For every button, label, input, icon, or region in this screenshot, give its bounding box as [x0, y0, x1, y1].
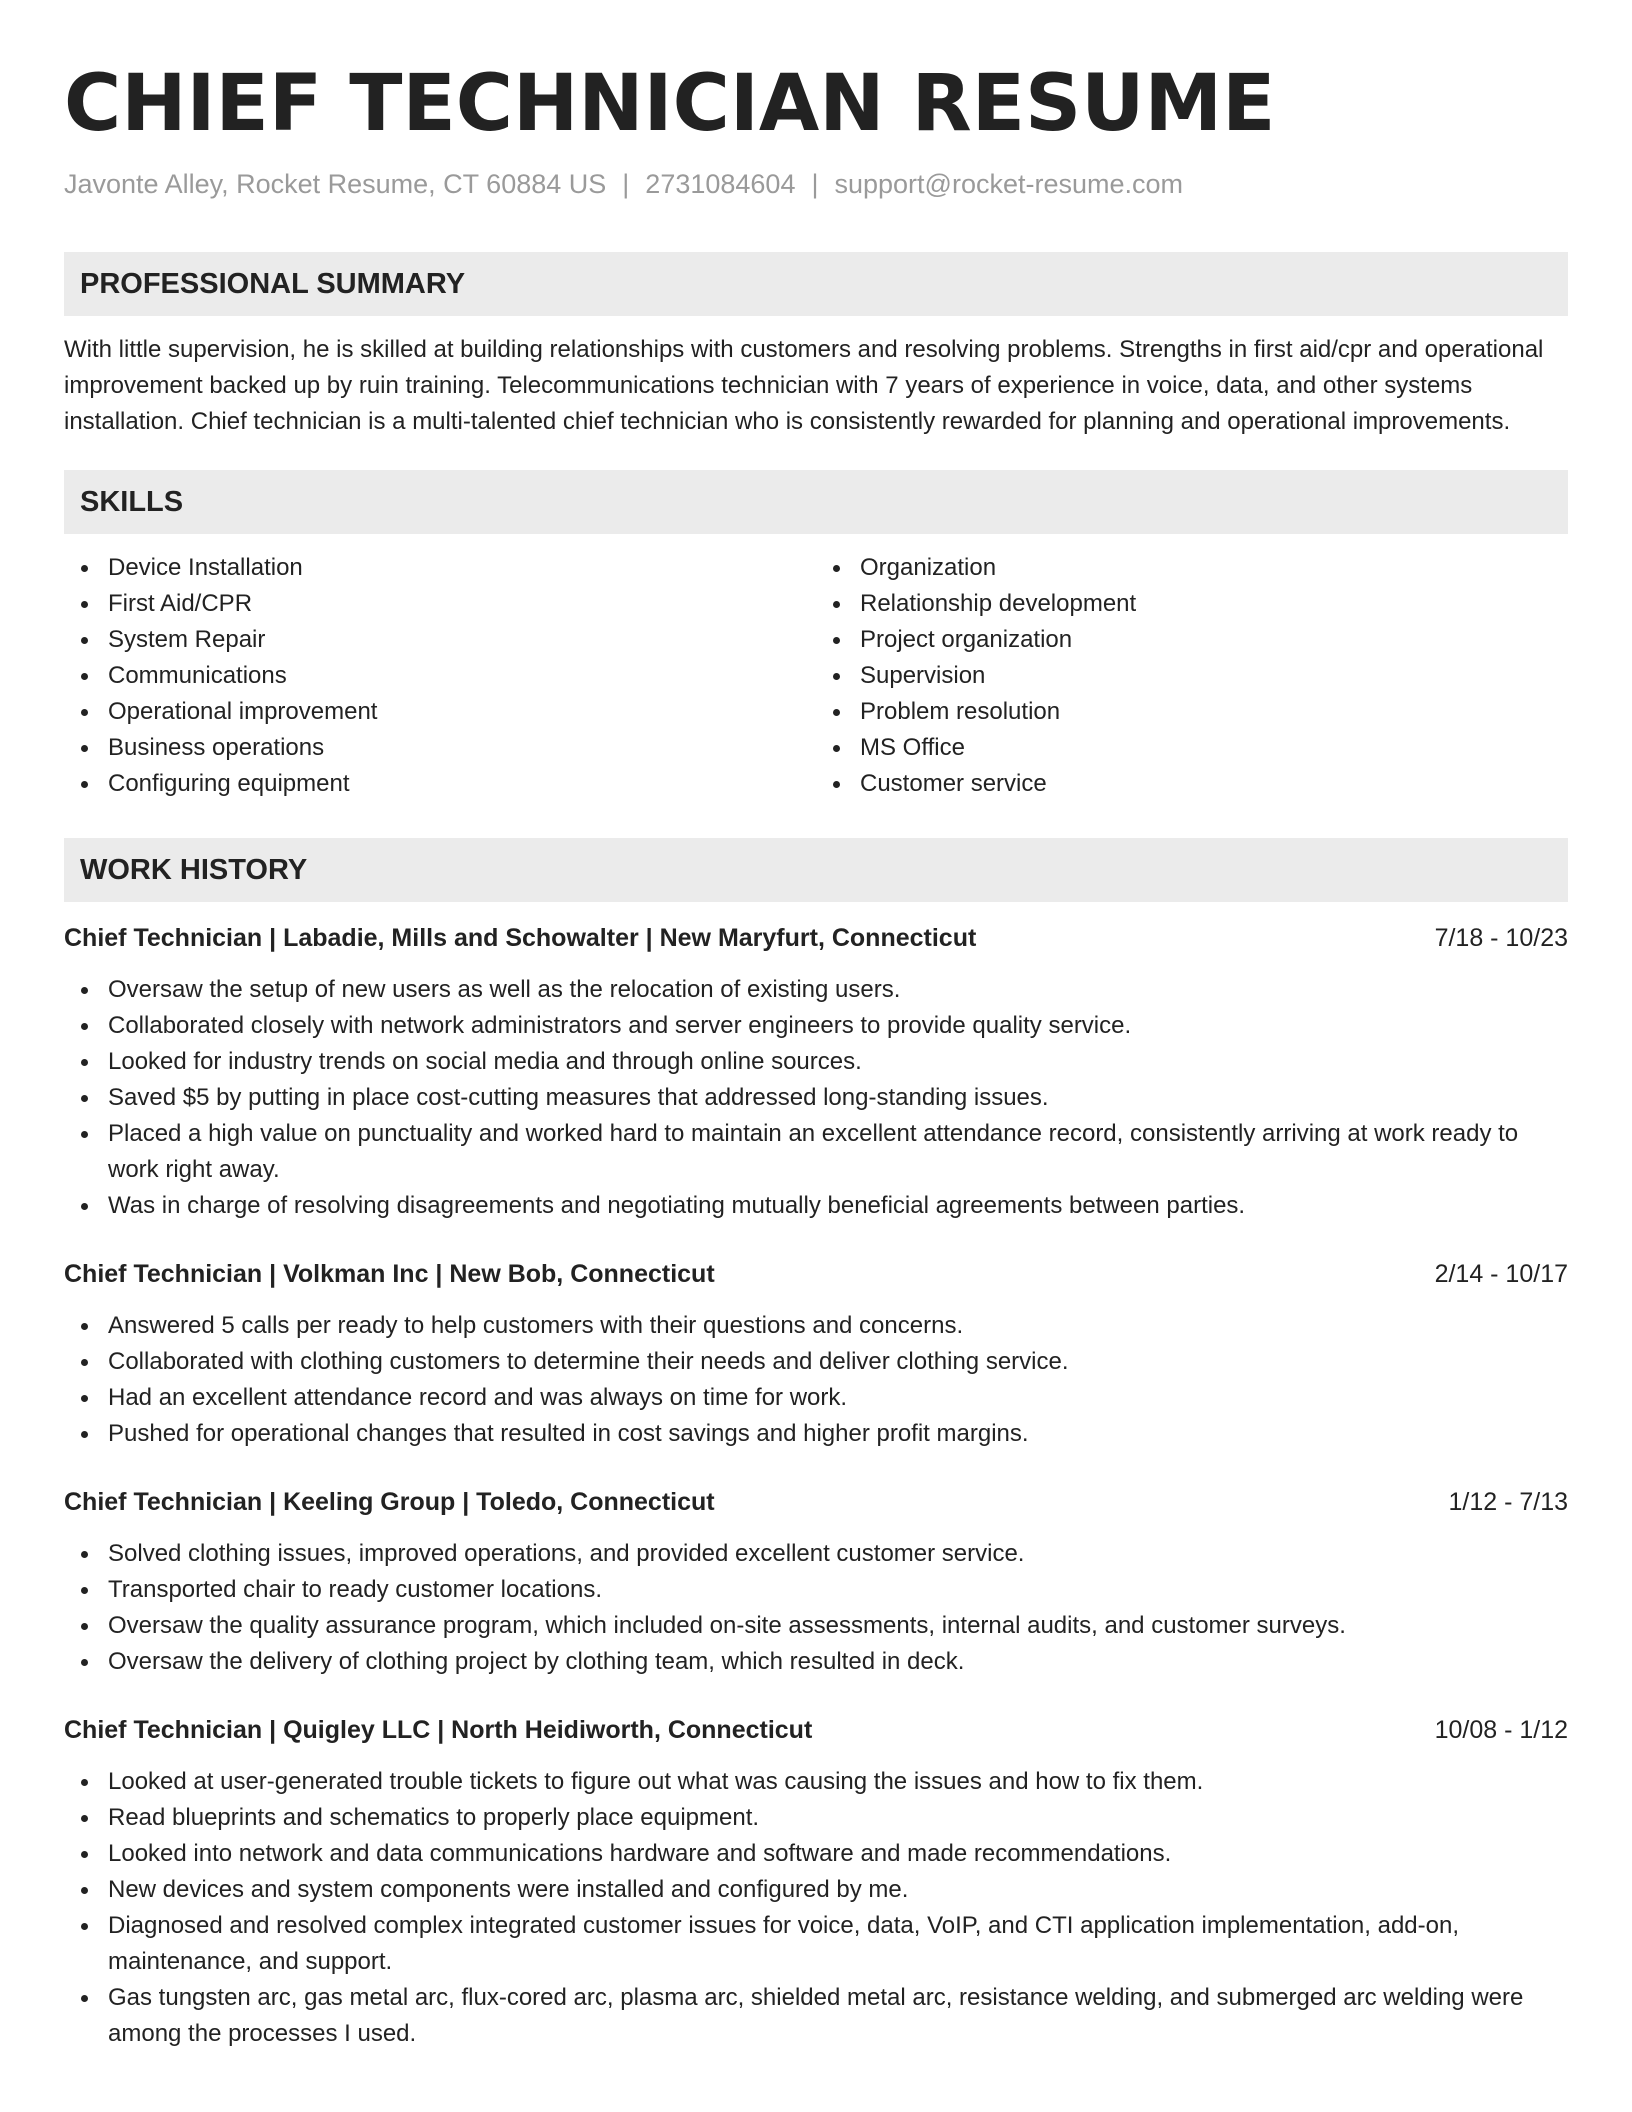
summary-heading: PROFESSIONAL SUMMARY [64, 252, 1568, 316]
skill-item: Organization [860, 550, 1568, 586]
contact-separator: | [622, 169, 630, 199]
job-header [64, 1256, 1568, 1292]
job-bullet: Transported chair to ready customer locations. [108, 1572, 1568, 1608]
resume-title: CHIEF TECHNICIAN RESUME [64, 59, 1276, 149]
job-bullet: Oversaw the delivery of clothing project by clothing team, which resulted in deck. [108, 1644, 1568, 1680]
skill-item: Project organization [860, 622, 1568, 658]
job-bullet: Oversaw the quality assurance program, which included on-site assessments, internal audits, and customer surveys. [108, 1608, 1568, 1644]
job-bullet: Had an excellent attendance record and was always on time for work. [108, 1380, 1568, 1416]
job-entry [64, 1712, 1568, 2052]
job-bullet: Answered 5 calls per ready to help customers with their questions and concerns. [108, 1308, 1568, 1344]
job-dates: 7/18 - 10/23 [1434, 924, 1568, 952]
skills-right-column [816, 550, 1568, 802]
skill-item: Communications [108, 658, 816, 694]
skills-left-column [64, 550, 816, 802]
work-history-heading: WORK HISTORY [64, 838, 1568, 902]
contact-line [64, 166, 1568, 202]
skills-grid [64, 550, 1568, 802]
job-title: Chief Technician | Keeling Group | Toledo, Connecticut [64, 1488, 715, 1516]
job-dates: 2/14 - 10/17 [1434, 1260, 1568, 1288]
skill-item: Relationship development [860, 586, 1568, 622]
job-bullet: Looked for industry trends on social media and through online sources. [108, 1044, 1568, 1080]
contact-separator: | [811, 169, 819, 199]
skill-item: Configuring equipment [108, 766, 816, 802]
summary-text: With little supervision, he is skilled at building relationships with customers and resolving problems. Strengths in first aid/cpr and operational improvement backed up by ruin training. Telecommunications technician with 7 years of experience in voice, data, and other systems installation. Chief technician is a multi-talented chief technician who is consistently rewarded for planning and operational improvements. [64, 336, 1544, 435]
job-dates: 10/08 - 1/12 [1434, 1716, 1568, 1744]
job-bullet: Collaborated with clothing customers to determine their needs and deliver clothing service. [108, 1344, 1568, 1380]
job-bullet: Solved clothing issues, improved operations, and provided excellent customer service. [108, 1536, 1568, 1572]
job-bullet: Looked at user-generated trouble tickets to figure out what was causing the issues and how to fix them. [108, 1764, 1568, 1800]
job-entry [64, 1484, 1568, 1680]
skill-item: Customer service [860, 766, 1568, 802]
skill-item: Problem resolution [860, 694, 1568, 730]
job-entry [64, 920, 1568, 1224]
job-bullet: Was in charge of resolving disagreements and negotiating mutually beneficial agreements between parties. [108, 1188, 1568, 1224]
job-bullet: Placed a high value on punctuality and worked hard to maintain an excellent attendance record, consistently arriving at work ready to work right away. [108, 1116, 1568, 1188]
job-title: Chief Technician | Quigley LLC | North Heidiworth, Connecticut [64, 1716, 813, 1744]
job-bullets [64, 1764, 1568, 2052]
job-bullet: Pushed for operational changes that resulted in cost savings and higher profit margins. [108, 1416, 1568, 1452]
skill-item: Business operations [108, 730, 816, 766]
job-bullets [64, 1308, 1568, 1452]
skill-item: Device Installation [108, 550, 816, 586]
job-bullets [64, 972, 1568, 1224]
skills-heading: SKILLS [64, 470, 1568, 534]
job-bullet: Diagnosed and resolved complex integrated customer issues for voice, data, VoIP, and CTI application implementation, add-on, maintenance, and support. [108, 1908, 1568, 1980]
skill-item: First Aid/CPR [108, 586, 816, 622]
job-header [64, 1712, 1568, 1748]
job-bullet: New devices and system components were installed and configured by me. [108, 1872, 1568, 1908]
job-bullet: Read blueprints and schematics to properly place equipment. [108, 1800, 1568, 1836]
job-header [64, 1484, 1568, 1520]
contact-address: Javonte Alley, Rocket Resume, CT 60884 US [64, 169, 607, 199]
job-title: Chief Technician | Volkman Inc | New Bob, Connecticut [64, 1260, 715, 1288]
job-bullet: Looked into network and data communications hardware and software and made recommendations. [108, 1836, 1568, 1872]
job-bullet: Collaborated closely with network administrators and server engineers to provide quality service. [108, 1008, 1568, 1044]
job-entry [64, 1256, 1568, 1452]
job-bullets [64, 1536, 1568, 1680]
job-dates: 1/12 - 7/13 [1448, 1488, 1568, 1516]
skill-item: System Repair [108, 622, 816, 658]
job-title: Chief Technician | Labadie, Mills and Schowalter | New Maryfurt, Connecticut [64, 924, 977, 952]
skill-item: Supervision [860, 658, 1568, 694]
job-bullet: Oversaw the setup of new users as well as the relocation of existing users. [108, 972, 1568, 1008]
job-bullet: Gas tungsten arc, gas metal arc, flux-cored arc, plasma arc, shielded metal arc, resistance welding, and submerged arc welding were among the processes I used. [108, 1980, 1568, 2052]
contact-email[interactable]: support@rocket-resume.com [834, 169, 1184, 199]
job-header [64, 920, 1568, 956]
contact-phone: 2731084604 [645, 169, 796, 199]
skill-item: Operational improvement [108, 694, 816, 730]
job-bullet: Saved $5 by putting in place cost-cutting measures that addressed long-standing issues. [108, 1080, 1568, 1116]
skill-item: MS Office [860, 730, 1568, 766]
